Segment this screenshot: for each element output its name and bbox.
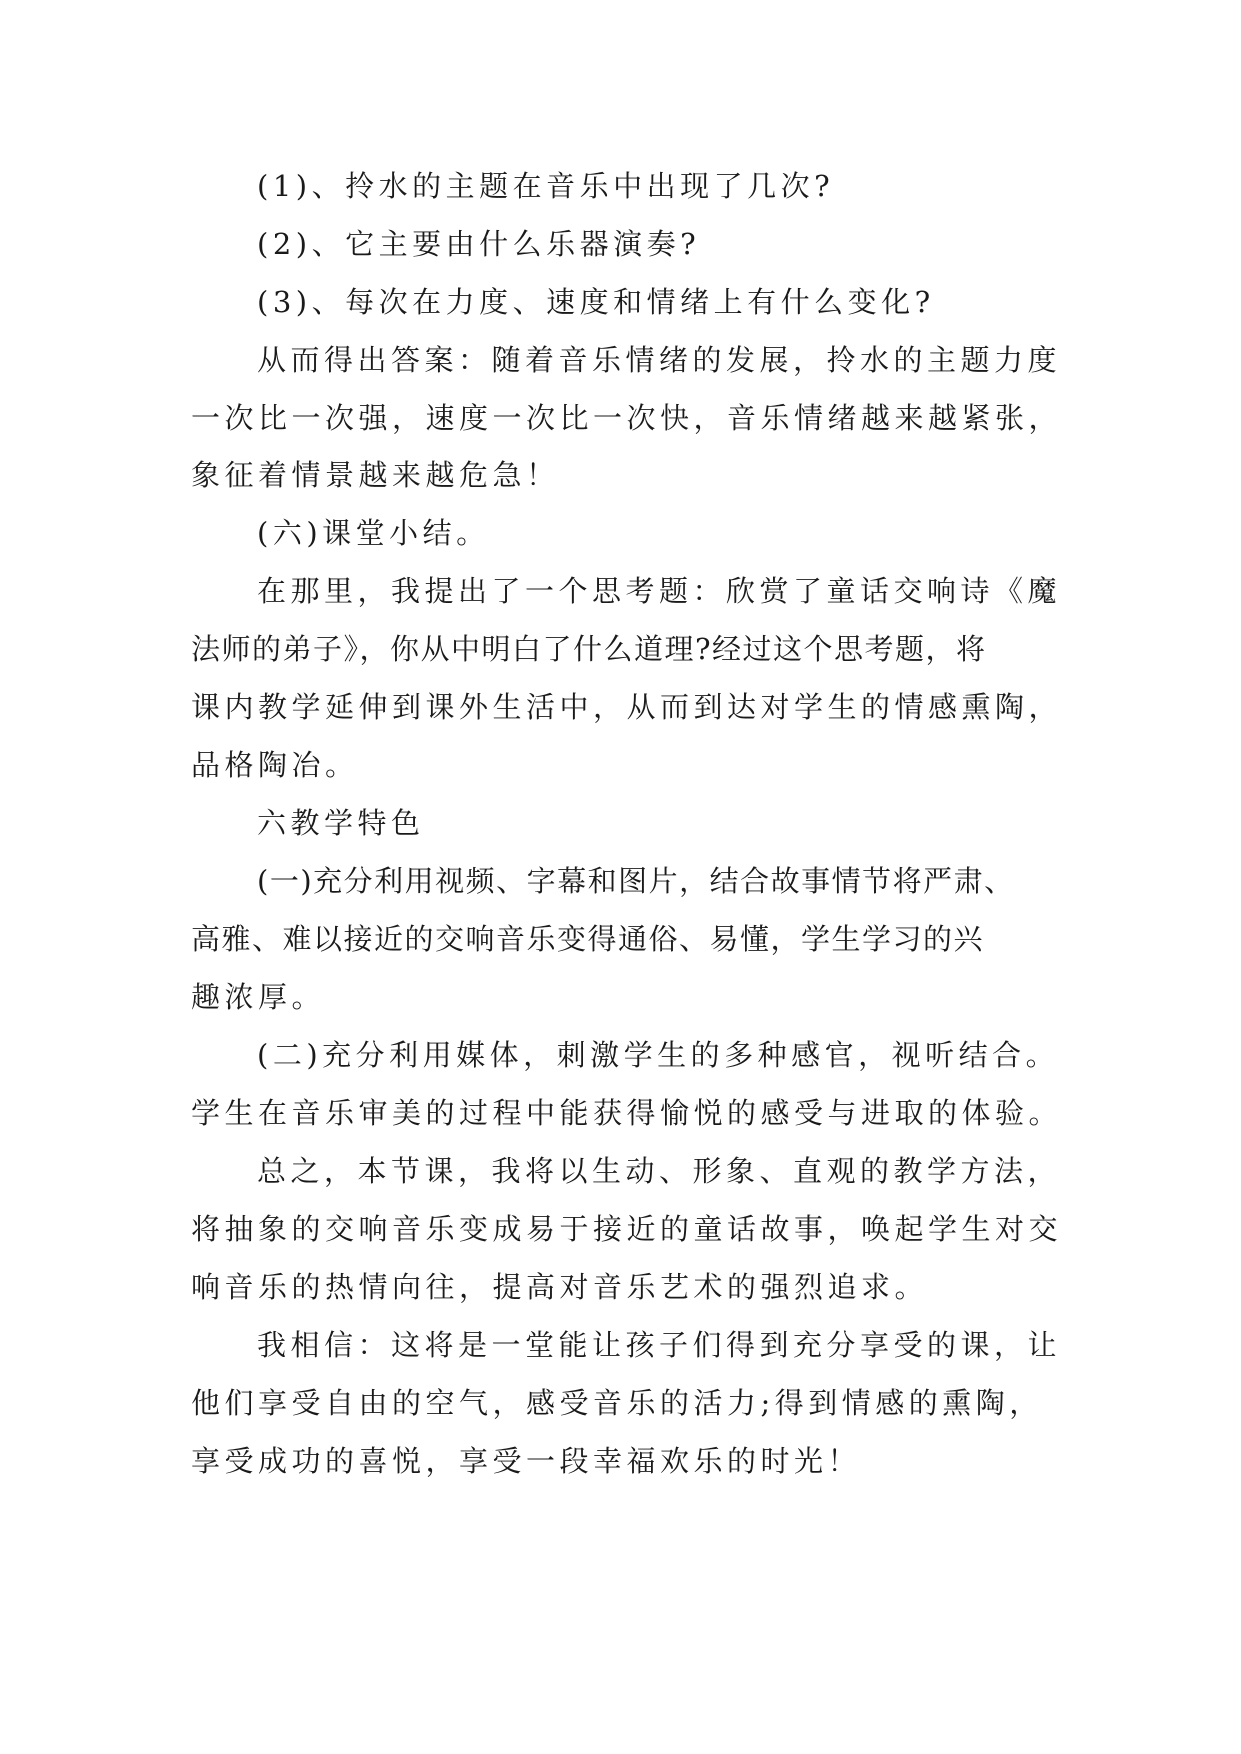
paragraph-line: 他们享受自由的空气，感受音乐的活力;得到情感的熏陶， [191, 1386, 1043, 1420]
paragraph-line: 从而得出答案：随着音乐情绪的发展，拎水的主题力度 [257, 343, 1062, 377]
paragraph-line: 总之，本节课，我将以生动、形象、直观的教学方法， [257, 1154, 1062, 1188]
section-heading: 六教学特色 [257, 806, 425, 840]
question-2: (2)、它主要由什么乐器演奏? [257, 227, 701, 261]
paragraph-line: 课内教学延伸到课外生活中，从而到达对学生的情感熏陶， [191, 690, 1063, 724]
section-heading: (六)课堂小结。 [257, 516, 490, 550]
paragraph-line: 品格陶冶。 [191, 748, 359, 782]
question-3: (3)、每次在力度、速度和情绪上有什么变化? [257, 285, 935, 319]
paragraph-line: (二)充分利用媒体，刺激学生的多种感官，视听结合。 [257, 1038, 1060, 1072]
paragraph-line: 享受成功的喜悦，享受一段幸福欢乐的时光！ [191, 1444, 862, 1478]
paragraph-line: 将抽象的交响音乐变成易于接近的童话故事，唤起学生对交 [191, 1212, 1063, 1246]
question-1: (1)、拎水的主题在音乐中出现了几次? [257, 169, 835, 203]
paragraph-line: 法师的弟子》，你从中明白了什么道理?经过这个思考题，将 [191, 632, 987, 666]
paragraph-line: 趣浓厚。 [191, 980, 326, 1014]
paragraph-line: 在那里，我提出了一个思考题：欣赏了童话交响诗《魔 [257, 574, 1062, 608]
paragraph-line: 响音乐的热情向往，提高对音乐艺术的强烈追求。 [191, 1270, 929, 1304]
paragraph-line: 一次比一次强，速度一次比一次快，音乐情绪越来越紧张， [191, 401, 1063, 435]
paragraph-line: (一)充分利用视频、字幕和图片，结合故事情节将严肃、 [257, 864, 1015, 898]
paragraph-line: 高雅、难以接近的交响音乐变得通俗、易懂，学生学习的兴 [191, 922, 985, 956]
paragraph-line: 象征着情景越来越危急！ [191, 458, 560, 492]
paragraph-line: 我相信：这将是一堂能让孩子们得到充分享受的课，让 [257, 1328, 1062, 1362]
paragraph-line: 学生在音乐审美的过程中能获得愉悦的感受与进取的体验。 [191, 1096, 1063, 1130]
